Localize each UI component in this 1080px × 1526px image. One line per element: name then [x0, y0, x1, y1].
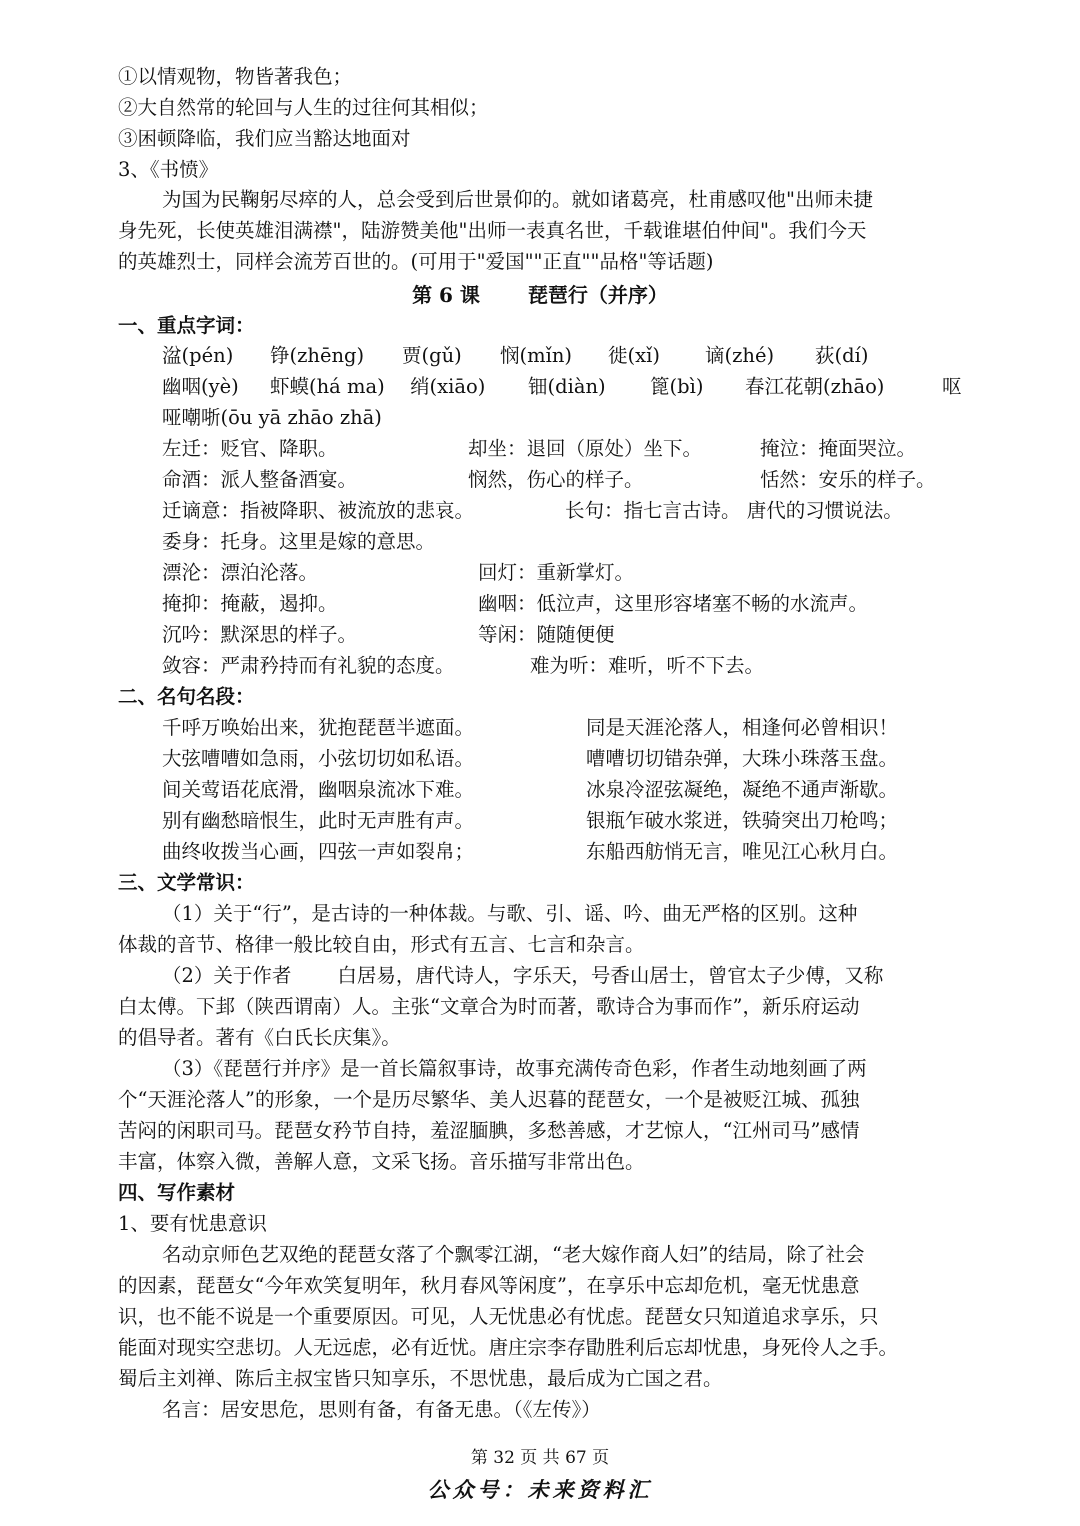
- section-heading: 二、名句名段：: [118, 685, 255, 708]
- paragraph-line: 名动京师色艺双绝的琵琶女落了个飘零江湖，“老大嫁作商人妇”的结局，除了社会: [162, 1243, 865, 1266]
- pinyin-item: 贾(gǔ): [402, 344, 462, 367]
- paragraph-line: 白太傅。下邽（陕西谓南）人。主张“文章合为时而著，歌诗合为事而作”，新乐府运动: [118, 995, 860, 1018]
- section-heading: 四、写作素材: [118, 1181, 236, 1204]
- pinyin-item: 谪(zhé): [705, 344, 775, 367]
- intro-paragraph-line: 身先死，长使英雄泪满襟"，陆游赞美他"出师一表真名世，千载谁堪伯仲间"。我们今天: [118, 219, 867, 242]
- quote-line: 别有幽愁暗恨生，此时无声胜有声。: [162, 809, 475, 832]
- section-heading: 一、重点字词：: [118, 314, 255, 337]
- quote-line: 间关莺语花底滑，幽咽泉流冰下难。: [162, 778, 475, 801]
- paragraph-line: 蜀后主刘禅、陈后主叔宝皆只知享乐，不思忧患，最后成为亡国之君。: [118, 1367, 723, 1390]
- pinyin-item: 虾蟆(há ma): [270, 375, 385, 398]
- pinyin-item: 悯(mǐn): [500, 344, 573, 367]
- lesson-number: 第 6 课: [412, 283, 480, 307]
- page-number: 第 32 页 共 67 页: [470, 1448, 610, 1468]
- subheading: 1、要有忧患意识: [118, 1212, 267, 1235]
- lesson-title: [0, 280, 1080, 310]
- pinyin-item: 荻(dí): [815, 344, 869, 367]
- definition: 敛容：严肃矜持而有礼貌的态度。: [162, 654, 455, 677]
- intro-line: 3、《书愤》: [118, 158, 219, 181]
- definition: 长句：指七言古诗。 唐代的习惯说法。: [565, 499, 903, 522]
- paragraph-line: 苦闷的闲职司马。琵琶女矜节自持，羞涩腼腆，多愁善感，才艺惊人，“江州司马”感情: [118, 1119, 860, 1142]
- pinyin-item: 铮(zhēng): [270, 344, 365, 367]
- quote-line: 银瓶乍破水浆迸，铁骑突出刀枪鸣；: [586, 809, 899, 832]
- lesson-name: 琵琶行（并序）: [527, 283, 668, 307]
- quote-line: 东船西舫悄无言，唯见江心秋月白。: [586, 840, 899, 863]
- definition: 难为听：难听，听不下去。: [530, 654, 765, 677]
- paragraph-label: （2）关于作者: [162, 964, 292, 987]
- quote-line: 同是天涯沦落人，相逢何必曾相识！: [586, 716, 899, 739]
- definition: 沉吟：默深思的样子。: [162, 623, 358, 646]
- paragraph-line: （3）《琵琶行并序》是一首长篇叙事诗，故事充满传奇色彩，作者生动地刻画了两: [162, 1057, 867, 1080]
- pinyin-item: 春江花朝(zhāo): [745, 375, 885, 398]
- definition: 命酒：派人整备酒宴。: [162, 468, 358, 491]
- quote-line: 大弦嘈嘈如急雨，小弦切切如私语。: [162, 747, 475, 770]
- quote-line: 曲终收拨当心画，四弦一声如裂帛；: [162, 840, 475, 863]
- section-heading: 三、文学常识：: [118, 871, 255, 894]
- paragraph-line: 的因素，琵琶女“今年欢笑复明年，秋月春风等闲度”，在享乐中忘却危机，毫无忧患意: [118, 1274, 860, 1297]
- paragraph-line: （1）关于“行”，是古诗的一种体裁。与歌、引、谣、吟、曲无严格的区别。这种: [162, 902, 858, 925]
- pinyin-item: 钿(diàn): [528, 375, 606, 398]
- paragraph-line: [162, 961, 883, 991]
- intro-paragraph-line: 为国为民鞠躬尽瘁的人，总会受到后世景仰的。就如诸葛亮，杜甫感叹他"出师未捷: [162, 188, 873, 211]
- definition: 恬然：安乐的样子。: [760, 468, 936, 491]
- definition: 漂沦：漂泊沦落。: [162, 561, 319, 584]
- paragraph-line: 个“天涯沦落人”的形象，一个是历尽繁华、美人迟暮的琵琶女，一个是被贬江城、孤独: [118, 1088, 860, 1111]
- intro-paragraph-line: 的英雄烈士，同样会流芳百世的。(可用于"爱国""正直""品格"等话题): [118, 250, 714, 273]
- pinyin-item: 徙(xǐ): [608, 344, 660, 367]
- watermark: 公众号：未来资料汇: [427, 1477, 653, 1502]
- paragraph-line: 能面对现实空悲切。人无远虑，必有近忧。唐庄宗李存勖胜利后忘却忧患，身死伶人之手。: [118, 1336, 899, 1359]
- paragraph-line: 体裁的音节、格律一般比较自由，形式有五言、七言和杂言。: [118, 933, 645, 956]
- paragraph-line: 丰富，体察入微，善解人意，文采飞扬。音乐描写非常出色。: [118, 1150, 645, 1173]
- paragraph-line: 的倡导者。著有《白氏长庆集》。: [118, 1026, 401, 1049]
- paragraph-text: 白居易，唐代诗人，字乐天，号香山居士，曾官太子少傅，又称: [337, 964, 884, 987]
- quote-line: 嘈嘈切切错杂弹，大珠小珠落玉盘。: [586, 747, 899, 770]
- definition: 左迁：贬官、降职。: [162, 437, 338, 460]
- quote-line: 名言：居安思危，思则有备，有备无患。（《左传》）: [162, 1398, 601, 1421]
- intro-line: ①以情观物，物皆著我色；: [118, 65, 353, 88]
- pinyin-item: 呕: [942, 375, 962, 398]
- definition: 却坐：退回（原处）坐下。: [468, 437, 703, 460]
- definition: 掩泣：掩面哭泣。: [760, 437, 917, 460]
- definition: 掩抑：掩蔽，遏抑。: [162, 592, 338, 615]
- pinyin-item: 湓(pén): [162, 344, 234, 367]
- definition: 幽咽：低泣声，这里形容堵塞不畅的水流声。: [478, 592, 869, 615]
- pinyin-item: 绡(xiāo): [410, 375, 486, 398]
- paragraph-line: 识，也不能不说是一个重要原因。可见，人无忧患必有忧虑。琵琶女只知道追求享乐，只: [118, 1305, 879, 1328]
- pinyin-item: 篦(bì): [650, 375, 704, 398]
- quote-line: 千呼万唤始出来，犹抱琵琶半遮面。: [162, 716, 475, 739]
- definition: 回灯：重新掌灯。: [478, 561, 635, 584]
- definition: 委身：托身。这里是嫁的意思。: [162, 530, 436, 553]
- pinyin-item: 哑嘲哳(ōu yā zhāo zhā): [162, 406, 382, 429]
- intro-line: ②大自然常的轮回与人生的过往何其相似；: [118, 96, 489, 119]
- definition: 等闲：随随便便: [478, 623, 615, 646]
- definition: 迁谪意：指被降职、被流放的悲哀。: [162, 499, 475, 522]
- quote-line: 冰泉冷涩弦凝绝，凝绝不通声渐歇。: [586, 778, 899, 801]
- intro-line: ③困顿降临，我们应当豁达地面对: [118, 127, 411, 150]
- definition: 悯然，伤心的样子。: [468, 468, 644, 491]
- pinyin-item: 幽咽(yè): [162, 375, 239, 398]
